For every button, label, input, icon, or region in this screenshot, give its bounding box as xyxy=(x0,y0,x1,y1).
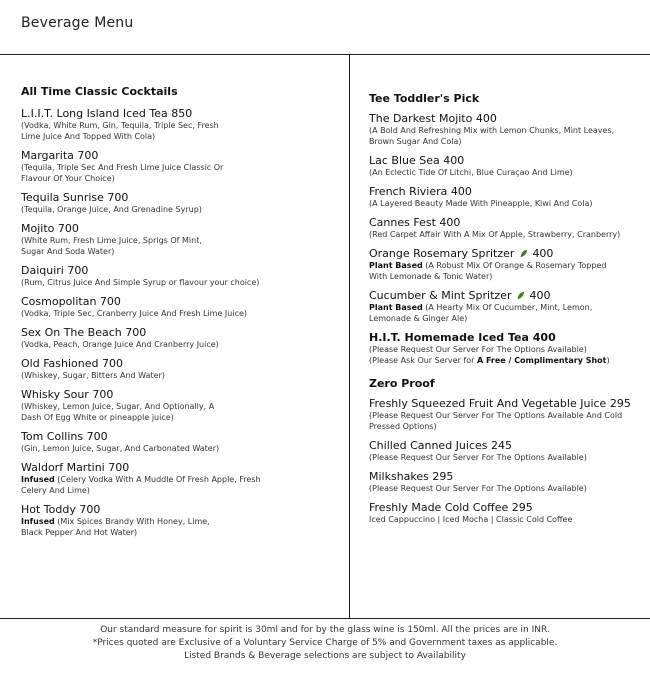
menu-item xyxy=(21,388,339,423)
item-description xyxy=(21,516,231,538)
item-price: 400 xyxy=(529,289,551,302)
item-name: Daiquiri 700 xyxy=(21,264,89,277)
item-description: (Vodka, Triple Sec, Cranberry Juice And Fresh Lime Juice) xyxy=(21,309,248,318)
menu-item xyxy=(21,107,339,142)
note-close: ) xyxy=(606,356,610,365)
menu-item xyxy=(21,149,339,184)
leaf-icon xyxy=(516,291,525,300)
menu-item xyxy=(369,154,644,178)
item-description: (Whiskey, Sugar, Bitters And Water) xyxy=(21,371,165,380)
bottom-divider xyxy=(0,618,650,619)
item-description: (Vodka, Peach, Orange Juice And Cranberry Juice) xyxy=(21,340,219,349)
item-description: (Rum, Citrus Juice And Simple Syrup or flavour your choice) xyxy=(21,278,260,287)
item-description xyxy=(369,260,624,282)
item-description: (Please Request Our Server For The Options Available) xyxy=(369,345,587,354)
item-name: L.I.I.T. Long Island Iced Tea 850 xyxy=(21,107,193,120)
item-description-text: (Mix Spices Brandy With Honey, Lime, Black Pepper And Hot Water) xyxy=(21,517,210,537)
plant-based-tag: Plant Based xyxy=(369,261,423,270)
menu-item xyxy=(21,264,339,288)
item-description: (Please Request Our Server For The Options Available And Cold Pressed Options) xyxy=(369,411,623,431)
note-text: (Please Ask Our Server for xyxy=(369,356,477,365)
item-description xyxy=(369,302,609,324)
leaf-icon xyxy=(519,249,528,258)
menu-item xyxy=(21,430,339,454)
menu-item xyxy=(369,216,644,240)
item-name: Freshly Squeezed Fruit And Vegetable Juice 295 xyxy=(369,397,631,410)
top-divider xyxy=(0,54,650,55)
section-title-toddlers-pick: Tee Toddler's Pick xyxy=(369,92,480,105)
column-divider xyxy=(349,55,350,618)
item-name xyxy=(369,289,644,302)
item-name: Milkshakes 295 xyxy=(369,470,454,483)
menu-item xyxy=(21,503,339,538)
menu-item xyxy=(21,326,339,350)
menu-item xyxy=(369,501,644,525)
item-description: (A Layered Beauty Made With Pineapple, Kiwi And Cola) xyxy=(369,199,593,208)
item-description: (Tequila, Orange Juice, And Grenadine Syrup) xyxy=(21,205,202,214)
plant-based-tag: Plant Based xyxy=(369,303,423,312)
item-description: (Tequila, Triple Sec And Fresh Lime Juice Classic Or Flavour Of Your Choice) xyxy=(21,163,224,183)
section-title-classic: All Time Classic Cocktails xyxy=(21,85,178,98)
classic-cocktails-column xyxy=(21,85,339,545)
item-name: Cannes Fest 400 xyxy=(369,216,461,229)
item-description: Iced Cappuccino | Iced Mocha | Classic Cold Coffee xyxy=(369,515,573,524)
item-name: Lac Blue Sea 400 xyxy=(369,154,465,167)
complimentary-note xyxy=(369,355,644,366)
item-description-text: (Celery Vodka With A Muddle Of Fresh Apple, Fresh Celery And Lime) xyxy=(21,475,261,495)
item-description: (Please Request Our Server For The Options Available) xyxy=(369,453,587,462)
item-name: Freshly Made Cold Coffee 295 xyxy=(369,501,533,514)
menu-item xyxy=(21,461,339,496)
item-description: (White Rum, Fresh Lime Juice, Sprigs Of Mint, Sugar And Soda Water) xyxy=(21,236,202,256)
menu-item xyxy=(369,185,644,209)
footer-line-prices: *Prices quoted are Exclusive of a Voluntary Service Charge of 5% and Government taxes as applicable. xyxy=(92,638,558,648)
item-name: Cosmopolitan 700 xyxy=(21,295,121,308)
section-title-zero-proof: Zero Proof xyxy=(369,377,435,390)
toddlers-pick-column xyxy=(369,92,644,532)
footer-notes xyxy=(0,624,650,663)
item-name: Tom Collins 700 xyxy=(21,430,108,443)
item-description: (Red Carpet Affair With A Mix Of Apple, Strawberry, Cranberry) xyxy=(369,230,621,239)
menu-item xyxy=(369,397,644,432)
menu-item xyxy=(369,289,644,324)
menu-item xyxy=(21,357,339,381)
item-name: The Darkest Mojito 400 xyxy=(369,112,497,125)
item-name: Sex On The Beach 700 xyxy=(21,326,147,339)
menu-item xyxy=(21,295,339,319)
item-name: Waldorf Martini 700 xyxy=(21,461,130,474)
item-price: 400 xyxy=(532,247,554,260)
item-description-text: (A Hearty Mix Of Cucumber, Mint, Lemon, Lemonade & Ginger Ale) xyxy=(369,303,593,323)
item-name: Tequila Sunrise 700 xyxy=(21,191,129,204)
item-description xyxy=(21,474,266,496)
menu-item xyxy=(21,222,339,257)
footer-line-measure: Our standard measure for spirit is 30ml and for by the glass wine is 150ml. All the prices are in INR. xyxy=(100,625,550,635)
item-description: (Gin, Lemon Juice, Sugar, And Carbonated Water) xyxy=(21,444,220,453)
menu-item xyxy=(369,247,644,282)
note-highlight: A Free / Complimentary Shot xyxy=(476,356,607,365)
item-name: Mojito 700 xyxy=(21,222,79,235)
item-description: (Whiskey, Lemon Juice, Sugar, And Optionally, A Dash Of Egg White or pineapple juice) xyxy=(21,402,215,422)
item-name: Hot Toddy 700 xyxy=(21,503,101,516)
footer-line-availability: Listed Brands & Beverage selections are subject to Availability xyxy=(184,651,466,661)
page-title: Beverage Menu xyxy=(21,15,134,31)
menu-item xyxy=(21,191,339,215)
menu-item xyxy=(369,470,644,494)
item-description: (A Bold And Refreshing Mix with Lemon Chunks, Mint Leaves, Brown Sugar And Cola) xyxy=(369,126,615,146)
item-name: Chilled Canned Juices 245 xyxy=(369,439,512,452)
item-description: (An Eclectic Tide Of Litchi, Blue Curaçao And Lime) xyxy=(369,168,573,177)
item-name: H.I.T. Homemade Iced Tea 400 xyxy=(369,331,556,344)
item-description-text: (A Robust Mix Of Orange & Rosemary Topped With Lemonade & Tonic Water) xyxy=(369,261,607,281)
item-description: (Please Request Our Server For The Options Available) xyxy=(369,484,587,493)
item-name: Whisky Sour 700 xyxy=(21,388,114,401)
item-name: Old Fashioned 700 xyxy=(21,357,123,370)
item-name-text: Cucumber & Mint Spritzer xyxy=(369,289,512,302)
item-description: (Vodka, White Rum, Gin, Tequila, Triple Sec, Fresh Lime Juice And Topped With Cola) xyxy=(21,121,219,141)
item-name-text: Orange Rosemary Spritzer xyxy=(369,247,515,260)
menu-item xyxy=(369,331,644,366)
infused-tag: Infused xyxy=(21,475,55,484)
item-name: French Riviera 400 xyxy=(369,185,472,198)
menu-item xyxy=(369,439,644,463)
infused-tag: Infused xyxy=(21,517,55,526)
item-name: Margarita 700 xyxy=(21,149,99,162)
menu-item xyxy=(369,112,644,147)
item-name xyxy=(369,247,644,260)
